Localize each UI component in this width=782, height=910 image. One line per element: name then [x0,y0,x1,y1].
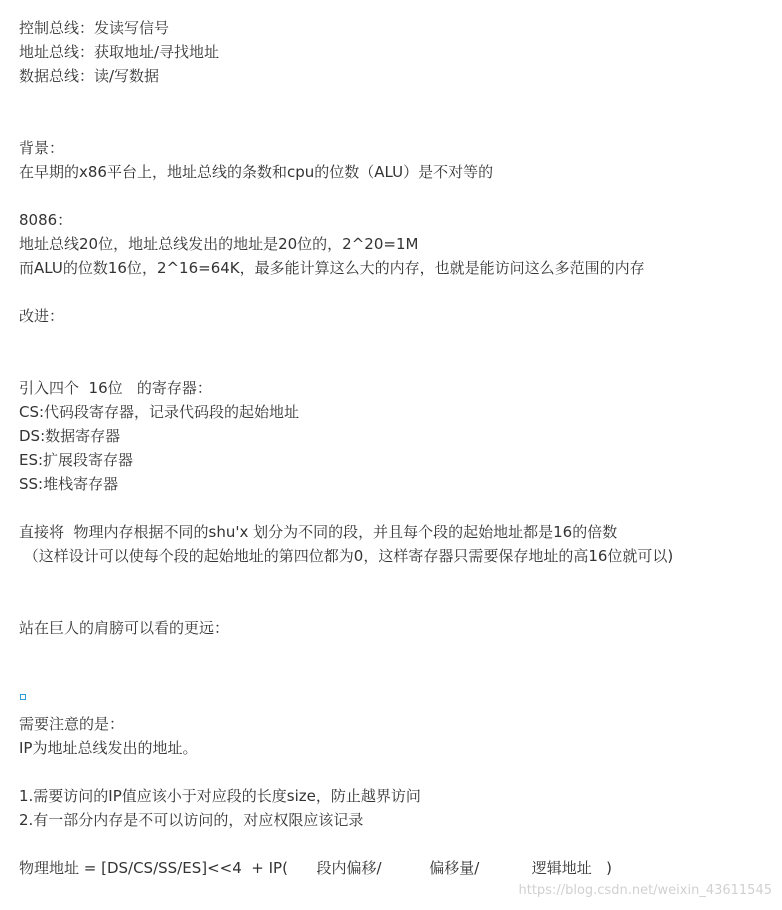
note-item-1: 1.需要访问的IP值应该小于对应段的长度size，防止越界访问 [19,787,421,805]
background-heading: 背景： [19,139,65,157]
spacer [19,280,769,304]
register-item-ds: DS:数据寄存器 [19,427,121,445]
spacer [19,760,769,784]
formula-line: 物理地址 = [DS/CS/SS/ES]<<4 + IP( 段内偏移/ 偏移量/ 逻辑地址 ) [19,859,612,877]
data-bus-line: 数据总线：读/写数据 [19,67,160,85]
improve-heading: 改进： [19,307,65,325]
article-body [19,16,769,880]
notes-heading: 需要注意的是： [19,715,125,733]
address-bus-line: 地址总线：获取地址/寻找地址 [19,43,220,61]
giants-text: 站在巨人的肩膀可以看的更远： [19,619,230,637]
i8086-line-1: 地址总线20位，地址总线发出的地址是20位的，2^20=1M [19,235,419,253]
background-text: 在早期的x86平台上，地址总线的条数和cpu的位数（ALU）是不对等的 [19,163,494,181]
spacer [19,328,769,376]
spacer [19,496,769,520]
spacer [19,568,769,616]
spacer [19,832,769,856]
registers-intro: 引入四个 16位 的寄存器： [19,379,212,397]
control-bus-line: 控制总线：发读写信号 [19,19,170,37]
notes-ip: IP为地址总线发出的地址。 [19,739,198,757]
i8086-line-2: 而ALU的位数16位，2^16=64K，最多能计算这么大的内存，也就是能访问这么多范围的内存 [19,259,645,277]
register-item-es: ES:扩展段寄存器 [19,451,134,469]
segmentation-line-1: 直接将 物理内存根据不同的shu'x 划分为不同的段，并且每个段的起始地址都是16的倍数 [19,523,618,541]
watermark: https://blog.csdn.net/weixin_43611545 [518,883,772,898]
note-item-2: 2.有一部分内存是不可以访问的，对应权限应该记录 [19,811,364,829]
register-item-cs: CS:代码段寄存器，记录代码段的起始地址 [19,403,300,421]
spacer [19,664,769,712]
spacer [19,184,769,208]
register-item-ss: SS:堆栈寄存器 [19,475,119,493]
i8086-heading: 8086： [19,211,73,229]
spacer [19,88,769,136]
segmentation-line-2: （这样设计可以使每个段的起始地址的第四位都为0，这样寄存器只需要保存地址的高16位就可以) [19,547,674,565]
image-placeholder-row [19,640,769,664]
